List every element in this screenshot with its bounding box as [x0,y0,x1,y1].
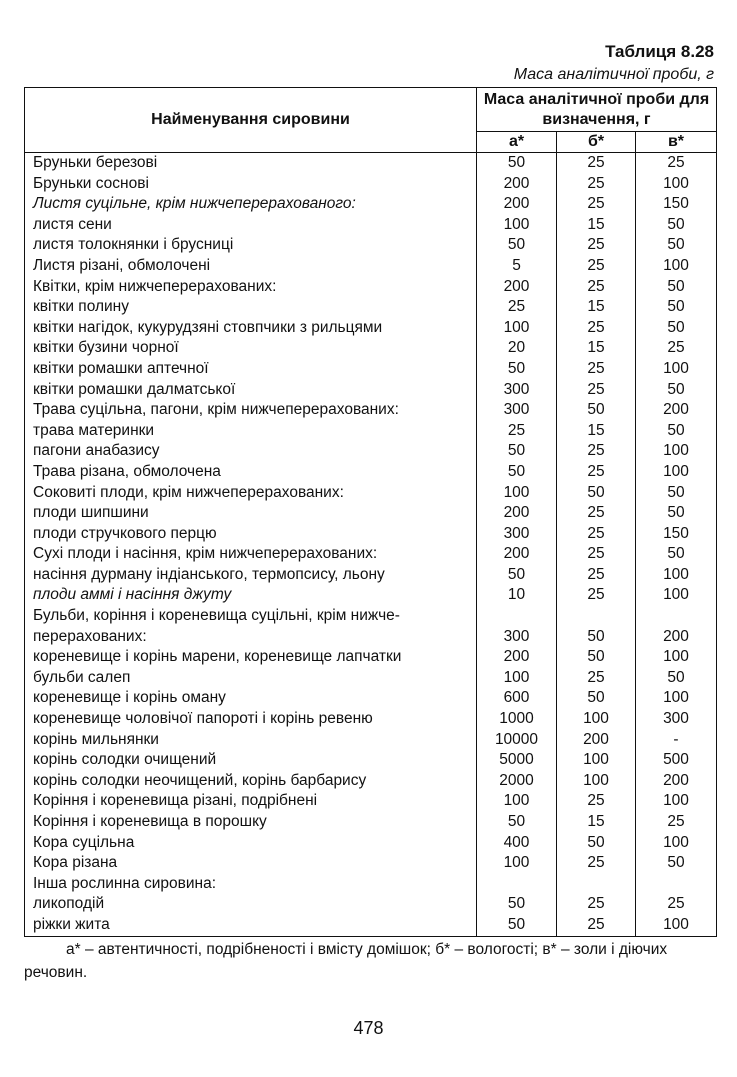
row-value-a: 200 [477,194,557,215]
row-value-a: 100 [477,318,557,339]
row-value-a: 300 [477,524,557,545]
table-body [25,153,717,937]
row-name-cell: квітки ромашки далматської [25,380,477,401]
table-row [25,524,717,545]
row-name-cell: Листя різані, обмолочені [25,256,477,277]
row-value-a: 100 [477,853,557,874]
footnote: а* – автентичності, подрібненості і вмісту домішок; б* – вологості; в* – золи і діючих речовин. [24,941,668,981]
column-header-a: а* [477,132,557,153]
row-value-b: 25 [557,503,636,524]
row-value-b: 25 [557,153,636,174]
row-value-b: 25 [557,441,636,462]
table-row [25,565,717,586]
row-name-cell: квітки ромашки аптечної [25,359,477,380]
row-value-b: 25 [557,524,636,545]
row-value-a: 200 [477,544,557,565]
row-value-c: 25 [636,338,717,359]
row-value-b: 25 [557,894,636,915]
row-value-c: 50 [636,483,717,504]
row-value-c: 100 [636,647,717,668]
table-row [25,153,717,174]
row-value-b [557,874,636,895]
table-row [25,688,717,709]
row-value-a: 1000 [477,709,557,730]
row-name-cell: Кора різана [25,853,477,874]
table-row [25,915,717,936]
row-value-c: 50 [636,235,717,256]
row-value-c [636,874,717,895]
table-row [25,585,717,606]
row-value-c: 100 [636,256,717,277]
row-value-c: 100 [636,462,717,483]
table-row [25,894,717,915]
row-value-b: 25 [557,359,636,380]
row-name-cell: квітки нагідок, кукурудзяні стовпчики з рильцями [25,318,477,339]
row-value-a: 100 [477,668,557,689]
table-row [25,441,717,462]
row-name-cell: плоди шипшини [25,503,477,524]
row-value-b: 15 [557,421,636,442]
data-table [24,87,717,937]
row-value-b: 25 [557,791,636,812]
row-value-c: 25 [636,812,717,833]
row-value-a: 50 [477,359,557,380]
table-row [25,730,717,751]
row-value-a: 100 [477,483,557,504]
table-row [25,853,717,874]
row-name-cell: Кора суцільна [25,833,477,854]
row-name-cell: трава материнки [25,421,477,442]
row-value-c: 100 [636,688,717,709]
row-value-a: 200 [477,503,557,524]
row-value-b: 50 [557,400,636,421]
table-row [25,174,717,195]
row-name-cell: корінь мильнянки [25,730,477,751]
page-number: 478 [353,1018,384,1038]
row-value-a: 400 [477,833,557,854]
row-value-a: 100 [477,215,557,236]
row-name-cell: Інша рослинна сировина: [25,874,477,895]
row-value-b: 50 [557,833,636,854]
row-name-cell: пагони анабазису [25,441,477,462]
row-value-a: 25 [477,297,557,318]
table-row [25,338,717,359]
row-value-c: 50 [636,277,717,298]
table-row [25,606,717,627]
row-value-c: 200 [636,771,717,792]
table-row [25,256,717,277]
row-value-c: 200 [636,627,717,648]
column-header-name: Найменування сировини [25,88,477,153]
row-value-a: 50 [477,441,557,462]
row-name-cell: кореневище чоловічої папороті і корінь ревеню [25,709,477,730]
row-value-c: 100 [636,174,717,195]
row-value-a: 20 [477,338,557,359]
column-header-c: в* [636,132,717,153]
row-value-c: 150 [636,194,717,215]
row-name-cell: Сухі плоди і насіння, крім нижчеперерахованих: [25,544,477,565]
row-name-cell: Бруньки березові [25,153,477,174]
row-value-a: 50 [477,894,557,915]
row-value-b: 25 [557,462,636,483]
row-name-cell: Листя суцільне, крім нижчеперерахованого: [25,194,477,215]
row-value-b: 200 [557,730,636,751]
table-row [25,462,717,483]
row-name-cell: Квітки, крім нижчеперерахованих: [25,277,477,298]
row-value-c: 50 [636,853,717,874]
table-row [25,483,717,504]
row-value-c: 100 [636,359,717,380]
row-value-c: 200 [636,400,717,421]
row-value-b: 25 [557,318,636,339]
row-value-c: 100 [636,441,717,462]
row-value-c: 100 [636,915,717,936]
table-row [25,750,717,771]
row-value-b: 15 [557,297,636,318]
row-name-cell: листя сени [25,215,477,236]
table-row [25,215,717,236]
row-value-c: 50 [636,668,717,689]
row-name-cell: кореневище і корінь оману [25,688,477,709]
row-value-c: 100 [636,585,717,606]
row-value-b: 25 [557,277,636,298]
row-value-a: 200 [477,174,557,195]
row-value-c: 50 [636,421,717,442]
table-row [25,400,717,421]
table-row [25,277,717,298]
row-value-a: 10 [477,585,557,606]
row-value-c: 100 [636,565,717,586]
row-value-a: 300 [477,400,557,421]
table-row [25,194,717,215]
row-value-b: 100 [557,771,636,792]
row-value-c: 25 [636,894,717,915]
table-row [25,503,717,524]
row-value-a: 300 [477,627,557,648]
row-value-c: 100 [636,791,717,812]
row-name-cell: Коріння і кореневища різані, подрібнені [25,791,477,812]
table-row [25,297,717,318]
row-name-cell: Бульби, коріння і кореневища суцільні, крім нижче- [25,606,477,627]
table-row [25,647,717,668]
table-row [25,791,717,812]
row-name-cell: Бруньки соснові [25,174,477,195]
row-value-b: 15 [557,215,636,236]
row-name-cell: Трава різана, обмолочена [25,462,477,483]
row-value-c: 50 [636,215,717,236]
row-name-cell: плоди аммі і насіння джуту [25,585,477,606]
row-value-a: 200 [477,277,557,298]
row-value-b: 25 [557,256,636,277]
row-value-a: 50 [477,915,557,936]
row-value-c: 100 [636,833,717,854]
column-header-b: б* [557,132,636,153]
row-name-cell: ріжки жита [25,915,477,936]
row-name-cell: Трава суцільна, пагони, крім нижчеперерахованих: [25,400,477,421]
table-row [25,812,717,833]
row-value-b: 25 [557,174,636,195]
row-name-cell: бульби салеп [25,668,477,689]
row-value-a: 50 [477,565,557,586]
row-value-a: 5000 [477,750,557,771]
row-value-c: 25 [636,153,717,174]
row-value-a: 100 [477,791,557,812]
row-value-a: 2000 [477,771,557,792]
table-row [25,359,717,380]
row-name-cell: корінь солодки неочищений, корінь барбарису [25,771,477,792]
row-value-b: 15 [557,338,636,359]
row-value-a: 300 [477,380,557,401]
table-title: Таблиця 8.28 [605,42,714,61]
row-name-cell: Соковиті плоди, крім нижчеперерахованих: [25,483,477,504]
row-value-b: 25 [557,853,636,874]
row-value-c [636,606,717,627]
row-value-b: 25 [557,585,636,606]
row-value-b: 25 [557,915,636,936]
row-value-b: 15 [557,812,636,833]
row-name-cell: корінь солодки очищений [25,750,477,771]
row-value-b: 100 [557,750,636,771]
table-row [25,380,717,401]
column-header-mass: Маса аналітичної проби для визначення, г [477,88,717,132]
table-row [25,544,717,565]
table-row [25,771,717,792]
table-row [25,833,717,854]
row-value-c: 300 [636,709,717,730]
row-value-a: 50 [477,235,557,256]
row-name-cell: квітки бузини чорної [25,338,477,359]
table-subtitle: Маса аналітичної проби, г [513,66,714,83]
row-name-cell: насіння дурману індіанського, термопсису, льону [25,565,477,586]
row-value-c: 50 [636,380,717,401]
row-value-b: 25 [557,565,636,586]
row-value-a [477,874,557,895]
table-row [25,668,717,689]
row-value-b: 50 [557,483,636,504]
row-value-a: 200 [477,647,557,668]
table-row [25,627,717,648]
row-value-b: 100 [557,709,636,730]
row-value-a: 50 [477,462,557,483]
row-value-a: 50 [477,153,557,174]
row-name-cell: листя толокнянки і брусниці [25,235,477,256]
row-name-cell: кореневище і корінь марени, кореневище лапчатки [25,647,477,668]
table-row [25,318,717,339]
table-row [25,421,717,442]
row-value-a: 5 [477,256,557,277]
row-value-b: 25 [557,380,636,401]
row-value-a: 10000 [477,730,557,751]
row-value-a: 25 [477,421,557,442]
row-value-b: 50 [557,688,636,709]
row-value-c: 150 [636,524,717,545]
row-value-c: 500 [636,750,717,771]
row-value-c: 50 [636,318,717,339]
table-row [25,235,717,256]
row-value-b: 50 [557,627,636,648]
row-value-b: 25 [557,194,636,215]
row-value-b: 25 [557,235,636,256]
row-name-cell: ликоподій [25,894,477,915]
row-value-b [557,606,636,627]
row-value-c: 50 [636,544,717,565]
row-name-cell: перерахованих: [25,627,477,648]
row-value-a: 600 [477,688,557,709]
row-value-c: - [636,730,717,751]
table-row [25,709,717,730]
table-row [25,874,717,895]
row-name-cell: квітки полину [25,297,477,318]
row-value-c: 50 [636,297,717,318]
row-value-b: 25 [557,668,636,689]
row-value-a [477,606,557,627]
row-value-a: 50 [477,812,557,833]
row-name-cell: плоди стручкового перцю [25,524,477,545]
row-value-b: 50 [557,647,636,668]
row-value-b: 25 [557,544,636,565]
row-value-c: 50 [636,503,717,524]
row-name-cell: Коріння і кореневища в порошку [25,812,477,833]
